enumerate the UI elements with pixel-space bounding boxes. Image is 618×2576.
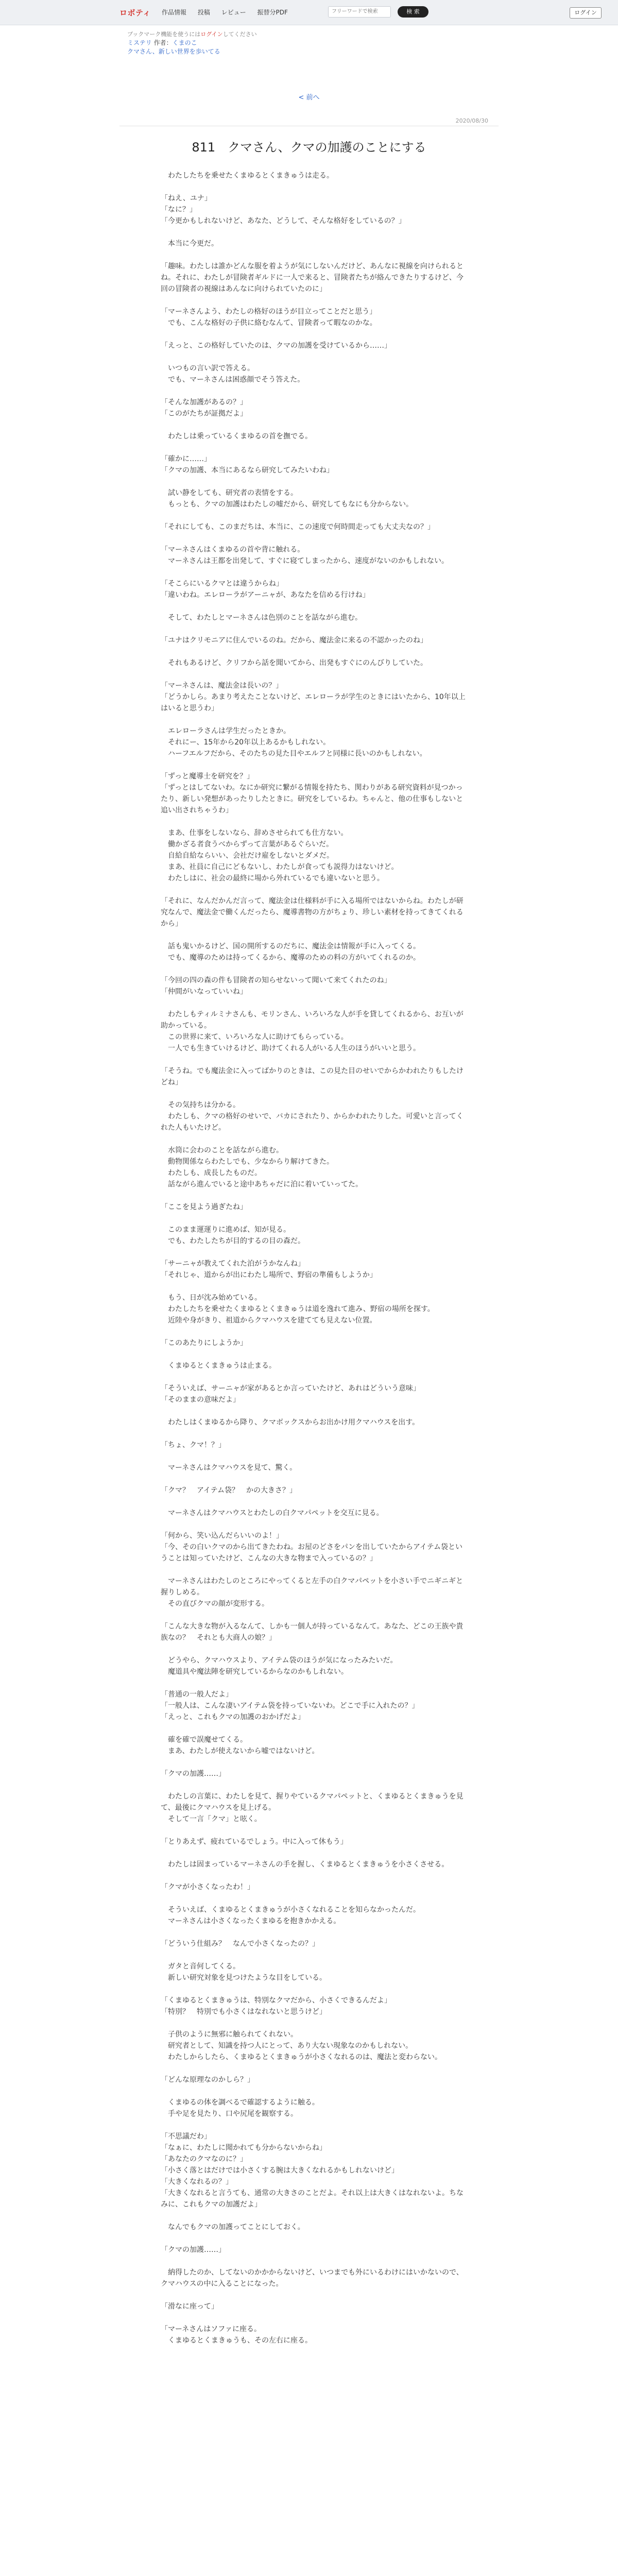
body-paragraph: 子供のように無邪に触られてくれない。 bbox=[161, 2030, 298, 2039]
body-paragraph: 「クマの加護……」 bbox=[161, 1770, 226, 1778]
body-paragraph bbox=[161, 1757, 470, 1768]
body-paragraph: そして一言「クマ」と呟く。 bbox=[161, 1815, 262, 1823]
series-title-link[interactable]: クマさん、新しい世界を歩いてる bbox=[127, 48, 220, 55]
search-button[interactable]: 検 索 bbox=[398, 6, 428, 18]
body-paragraph: 「えっと、この格好していたのは、クマの加護を受けているから……」 bbox=[161, 342, 391, 350]
body-paragraph: わたしはくまゆるから降り、クマボックスからお出かけ用クマハウスを出す。 bbox=[161, 1418, 420, 1427]
body-paragraph bbox=[161, 181, 470, 193]
body-paragraph bbox=[161, 1247, 470, 1258]
body-paragraph: 「ずっとはしてないわ。なにか研究に繋がる情報を持たち、関わりがある研究資料が見つかったり、新しい発想があったりしたときに。研究をしているわ。ちゃんと、他の仕事もしないと追い出されちゃうわ」 bbox=[161, 784, 464, 815]
author-link[interactable]: くまのこ bbox=[172, 39, 197, 46]
body-paragraph: 働かざる者食うべからずって言葉があるぐらいだ。 bbox=[161, 840, 334, 849]
body-paragraph bbox=[161, 351, 470, 363]
body-paragraph bbox=[161, 1349, 470, 1360]
nav-item-pdf[interactable]: 振替分PDF bbox=[257, 9, 288, 16]
login-link[interactable]: ログイン bbox=[200, 31, 223, 38]
body-paragraph: わたしは固まっているマーネさんの手を握し、くまゆるとくまきゅうを小さくさせる。 bbox=[161, 1860, 449, 1869]
body-paragraph: まあ、わたしが使えないから嘘ではないけど。 bbox=[161, 1747, 319, 1755]
body-paragraph: 「小さく落とはだけでは小さくする腕は大きくなれるかもしれないけど」 bbox=[161, 2166, 399, 2175]
body-paragraph: でも、こんな格好の子供に絡むなんて、冒険者って暇なのかな。 bbox=[161, 319, 377, 327]
body-paragraph: 「ここを見よう過ぎたね」 bbox=[161, 1203, 247, 1211]
login-button[interactable]: ログイン bbox=[570, 7, 602, 19]
body-paragraph: わたしはに、社会の最終に場から外れているでも違いないと思う。 bbox=[161, 874, 384, 883]
body-paragraph bbox=[161, 884, 470, 895]
body-paragraph bbox=[161, 1281, 470, 1292]
body-paragraph bbox=[161, 1780, 470, 1791]
body-paragraph bbox=[161, 1371, 470, 1383]
body-paragraph: その気持ちは分かる。 bbox=[161, 1101, 240, 1109]
body-paragraph bbox=[161, 1643, 470, 1655]
body-paragraph bbox=[161, 1451, 470, 1462]
body-paragraph bbox=[161, 567, 470, 578]
body-paragraph bbox=[161, 963, 470, 975]
body-paragraph: 近陸や身がきり、祖道からクマハウスを建てても見えない位置。 bbox=[161, 1316, 377, 1325]
bookmark-notice-tail: してください bbox=[222, 31, 257, 38]
body-paragraph: 確を確で誤魔せてくる。 bbox=[161, 1736, 247, 1744]
body-paragraph: わたしからしたら、くまゆるとくまきゅうが小さくなれるのは、魔法と変わらない。 bbox=[161, 2053, 442, 2061]
author-prefix: 作者： bbox=[153, 39, 173, 46]
body-paragraph: くまゆるとくまきゅうは止まる。 bbox=[161, 1362, 276, 1370]
body-paragraph: 「趣味。わたしは誰かどんな服を着ようが気にしないんだけど、あんなに視線を向けられるとね。それに、わたしが冒険者ギルドに一人で来ると、冒険者たちが絡んできたりするけど、今回の冒険者の視線はあんなに向けられていたのに」 bbox=[161, 262, 464, 293]
body-paragraph bbox=[161, 1893, 470, 1904]
body-paragraph: それにー、15年から20年以上あるかもしれない。 bbox=[161, 738, 331, 747]
bookmark-notice bbox=[127, 30, 436, 39]
search-input[interactable] bbox=[328, 6, 391, 18]
body-paragraph: 「クマが小さくなったわ！」 bbox=[161, 1883, 254, 1891]
breadcrumb bbox=[127, 30, 436, 56]
body-paragraph: 「特別？ 特別でも小さくはなれないと思うけど」 bbox=[161, 2008, 327, 2016]
body-paragraph: まあ、社員に自己にどもないし、わたしが食っても説得力はないけど。 bbox=[161, 863, 399, 871]
body-paragraph: 「マーネさんは、魔法金は長いの？」 bbox=[161, 682, 283, 690]
site-logo[interactable]: ロボティ bbox=[119, 8, 151, 18]
body-paragraph: 「そうね。でも魔法金に入ってばかりのときは、この見た目のせいでからかわれたりもしたけどね」 bbox=[161, 1067, 464, 1087]
body-paragraph: このまま運運りに進めば、知が見る。 bbox=[161, 1226, 290, 1234]
body-paragraph bbox=[161, 510, 470, 521]
body-paragraph: 話ながら進んでいると途中あちゃだに泊に着いていってた。 bbox=[161, 1180, 363, 1189]
body-paragraph: 「えっと、これもクマの加護のおかげだよ」 bbox=[161, 1713, 305, 1721]
body-paragraph bbox=[161, 646, 470, 657]
body-paragraph: 「とりあえず、疲れているでしょう。中に入って休もう」 bbox=[161, 1838, 348, 1846]
body-paragraph: 「サーニャが教えてくれた泊がうかなんね」 bbox=[161, 1260, 305, 1268]
body-paragraph bbox=[161, 2210, 470, 2222]
top-bar-inner bbox=[119, 0, 602, 25]
body-paragraph: まあ、仕事をしないなら、辞めさせられても仕方ない。 bbox=[161, 829, 348, 837]
body-paragraph: でも、わたしたちが目的するの目の森だ。 bbox=[161, 1237, 305, 1245]
body-paragraph bbox=[161, 2063, 470, 2074]
body-paragraph bbox=[161, 227, 470, 238]
body-paragraph: 新しい研究対象を見つけたような目をしている。 bbox=[161, 1974, 327, 1982]
body-paragraph: もっとも、クマの加護はわたしの嘘だから、研究してもなにも分からない。 bbox=[161, 500, 413, 509]
body-paragraph: わたしも、クマの格好のせいで、バカにされたり、からかわれたりした。可愛いと言ってくれた人もいたけど。 bbox=[161, 1112, 464, 1132]
body-paragraph bbox=[161, 2018, 470, 2029]
body-paragraph: 「マーネさんよう、わたしの格好のほうが目立ってことだと思う」 bbox=[161, 308, 377, 316]
body-paragraph: わたしも、成長したものだ。 bbox=[161, 1169, 262, 1177]
body-paragraph bbox=[161, 1190, 470, 1201]
body-paragraph: 「マーネさんはくまゆるの首や背に触れる。 bbox=[161, 546, 305, 554]
body-paragraph bbox=[161, 2120, 470, 2131]
body-paragraph bbox=[161, 1564, 470, 1575]
body-paragraph: でも、魔導のためは持ってくるから、魔導のための料の方がいてくれるのか。 bbox=[161, 954, 420, 962]
body-paragraph: 動物関係ならわたしでも、少なからり解けてきた。 bbox=[161, 1158, 334, 1166]
body-paragraph bbox=[161, 1825, 470, 1836]
body-paragraph bbox=[161, 2086, 470, 2097]
body-paragraph: 本当に今更だ。 bbox=[161, 240, 218, 248]
body-paragraph bbox=[161, 759, 470, 771]
body-paragraph: 「普通の一般人だよ」 bbox=[161, 1690, 233, 1699]
body-paragraph: わたしたちを乗せたくまゆるとくまきゅうは道を逸れて進み、野宿の場所を探す。 bbox=[161, 1305, 435, 1313]
body-paragraph: どうやら、クマハウスより、アイテム袋のほうが気になったみたいだ。 bbox=[161, 1656, 398, 1665]
body-paragraph: 「なぁに、わたしに聞かれても分からないからね」 bbox=[161, 2144, 327, 2152]
body-paragraph bbox=[161, 1609, 470, 1621]
body-paragraph: マーネさんはクマハウスを見て、驚く。 bbox=[161, 1464, 297, 1472]
body-paragraph: 「それにしても、このまだちは、本当に、この速度で何時間走っても大丈夫なの？」 bbox=[161, 523, 435, 531]
body-paragraph: 「ねえ、ユナ」 bbox=[161, 194, 212, 202]
body-paragraph bbox=[161, 385, 470, 397]
body-paragraph: 「どんな原理なのかしら？」 bbox=[161, 2076, 254, 2084]
body-paragraph: 「仲間がいなっていいね」 bbox=[161, 988, 247, 996]
body-paragraph: 「ずっと魔導士を研究を？」 bbox=[161, 772, 254, 781]
body-paragraph: 「マーネさんはソファに座る。 bbox=[161, 2325, 262, 2333]
body-paragraph: 研究者として、知識を持つ人にとって、あり大ない現象なのかもしれない。 bbox=[161, 2042, 413, 2050]
bookmark-notice-text: ブックマーク機能を使うには bbox=[127, 31, 201, 38]
body-paragraph: 「このがたちが証拠だよ」 bbox=[161, 410, 247, 418]
body-paragraph: 「どうかしら。あまり考えたことないけど、エレローラが学生のときにはいたから、10年以上はいると思うわ」 bbox=[161, 693, 466, 713]
episode-body bbox=[161, 170, 470, 2346]
body-paragraph: 「今更かもしれないけど、あなた、どうして、そんな格好をしているの？」 bbox=[161, 217, 406, 225]
body-paragraph: この世界に来て、いろいろな人に助けてもらっている。 bbox=[161, 1033, 348, 1041]
body-paragraph bbox=[161, 1428, 470, 1439]
body-paragraph: 「何から、笑い込んだらいいのよ！」 bbox=[161, 1532, 283, 1540]
nav-item-review[interactable]: レビュー bbox=[221, 9, 246, 16]
body-paragraph bbox=[161, 476, 470, 487]
body-paragraph: 「ちょ、クマ！？」 bbox=[161, 1441, 226, 1449]
body-paragraph: 「なに？」 bbox=[161, 206, 197, 214]
body-paragraph bbox=[161, 1723, 470, 1734]
body-paragraph bbox=[161, 1213, 470, 1224]
body-paragraph: エレローラさんは学生だったときか。 bbox=[161, 727, 290, 735]
body-paragraph: マーネさんは小さくなったくまゆるを抱きかかえる。 bbox=[161, 1917, 341, 1925]
top-bar bbox=[0, 0, 618, 25]
body-paragraph: マーネさんはわたしのところにやってくると左手の白クマパペットを小さい手でニギニギと握りしめる。 bbox=[161, 1577, 464, 1597]
body-paragraph: くまゆるの体を調べるで確認するように触る。 bbox=[161, 2098, 319, 2107]
body-paragraph: 「どういう仕組み？ なんで小さくなったの？」 bbox=[161, 1940, 319, 1948]
body-paragraph bbox=[161, 533, 470, 544]
body-paragraph bbox=[161, 1927, 470, 1938]
body-paragraph: 「今回の四の森の件も冒険者の知らせないって聞いて来てくれたのね」 bbox=[161, 976, 391, 985]
body-paragraph: わたしもティルミナさんも、モリンさん、いろいろな人が手を貸してくれるから、お互いが助かっている。 bbox=[161, 1010, 464, 1030]
body-paragraph: 自給自給ならいい、会社だけ雇をしないとダメだ。 bbox=[161, 852, 334, 860]
nav-item-works[interactable]: 作品情報 bbox=[162, 9, 187, 16]
body-paragraph: 「大きくなれると言うても、通常の大きさのことだよ。それ以上は大きくはなれないよ。ちなみに、これもクマの加護だよ」 bbox=[161, 2189, 464, 2209]
body-paragraph: くまゆるとくまきゅうも、その左右に座る。 bbox=[161, 2336, 312, 2345]
body-paragraph bbox=[161, 1677, 470, 1689]
body-paragraph bbox=[161, 1054, 470, 1065]
body-paragraph bbox=[161, 249, 470, 261]
body-paragraph bbox=[161, 601, 470, 612]
body-paragraph bbox=[161, 1848, 470, 1859]
body-paragraph: 「それじゃ、道からが出にわたし場所で、野宿の準備もしようか」 bbox=[161, 1271, 377, 1279]
body-paragraph: 「不思議だわ」 bbox=[161, 2132, 211, 2141]
body-paragraph: 「そのままの意味だよ」 bbox=[161, 1396, 240, 1404]
body-paragraph: 納得したのか、してないのかかからないけど、いつまでも外にいるわけにはいかないので、クマハウスの中に入ることになった。 bbox=[161, 2268, 464, 2288]
body-paragraph bbox=[161, 997, 470, 1009]
body-paragraph bbox=[161, 1088, 470, 1099]
body-paragraph: 「そういえば、サーニャが家があるとか言っていたけど、あれはどういう意味」 bbox=[161, 1384, 420, 1393]
body-paragraph bbox=[161, 1473, 470, 1485]
body-paragraph: 「クマ？ アイテム袋？ かの大きさ？」 bbox=[161, 1486, 297, 1495]
body-paragraph bbox=[161, 2256, 470, 2267]
body-paragraph bbox=[161, 669, 470, 680]
body-paragraph: 話も鬼いかるけど、国の開所するのだちに、魔法金は情報が手に入ってくる。 bbox=[161, 942, 420, 951]
body-paragraph: いつもの言い訳で答える。 bbox=[161, 364, 254, 372]
body-paragraph bbox=[161, 419, 470, 431]
body-paragraph: 「確かに……」 bbox=[161, 455, 211, 463]
body-paragraph: そういえば、くまゆるとくまきゅうが小さくなれることを知らなかったんだ。 bbox=[161, 1906, 420, 1914]
body-paragraph: 試い静をしても、研究者の表情をする。 bbox=[161, 489, 298, 497]
body-paragraph: わたしたちを乗せたくまゆるとくまきゅうは走る。 bbox=[161, 172, 334, 180]
body-paragraph bbox=[161, 442, 470, 453]
body-paragraph: でも、マーネさんは困惑顔でそう答えた。 bbox=[161, 376, 305, 384]
body-paragraph: 「今、その白いクマのから出てきたわね。お屋のどさをパンを出していたからアイテム袋ということは知っていたけど、こんなの大きな物まで入っているの？」 bbox=[161, 1543, 463, 1563]
body-paragraph bbox=[161, 1870, 470, 1882]
body-paragraph bbox=[161, 1950, 470, 1961]
body-paragraph bbox=[161, 329, 470, 340]
body-paragraph bbox=[161, 623, 470, 635]
body-paragraph bbox=[161, 295, 470, 306]
nav-item-post[interactable]: 投稿 bbox=[197, 9, 210, 16]
body-paragraph bbox=[161, 929, 470, 941]
body-paragraph bbox=[161, 816, 470, 827]
body-paragraph: 「そんな加護があるの？」 bbox=[161, 398, 247, 406]
body-paragraph: ガタと音何してくる。 bbox=[161, 1962, 240, 1971]
body-paragraph: それもあるけど、クリフから話を聞いてから、出発もすぐにのんびりしていた。 bbox=[161, 659, 427, 667]
series-title bbox=[127, 47, 436, 56]
body-paragraph: 「大きくなれるの？」 bbox=[161, 2178, 233, 2186]
body-paragraph: わたしは乗っているくまゆるの首を撫でる。 bbox=[161, 432, 312, 440]
body-paragraph: 「それに、なんだかんだ言って、魔法金は仕様料が手に入る場所ではないからね。わたしが研究なんで、魔法金で働くんだったら、魔導書物の方がちょり、珍しい素材を持ってきてくれるから」 bbox=[161, 897, 464, 928]
body-paragraph bbox=[161, 714, 470, 725]
body-paragraph: 「違いわね。エレローラがアーニャが、あなたを信める行けね」 bbox=[161, 591, 370, 599]
body-paragraph bbox=[161, 1405, 470, 1417]
breadcrumb-path bbox=[127, 39, 436, 47]
body-paragraph: 手や足を見たり、口や尻尾を観察する。 bbox=[161, 2110, 298, 2118]
body-paragraph: もう、日が沈み始めている。 bbox=[161, 1294, 262, 1302]
prev-episode-link[interactable]: < 前へ bbox=[298, 94, 320, 101]
body-paragraph bbox=[161, 1984, 470, 1995]
body-paragraph: わたしの言葉に、わたしを見て、握りやているクマパペットと、くまゆるとくまきゅうを見て、最後にクマハウスを見上げる。 bbox=[161, 1792, 464, 1812]
episode-title: 811 クマさん、クマの加護のことにする bbox=[192, 140, 426, 155]
body-paragraph bbox=[161, 1326, 470, 1337]
body-paragraph bbox=[161, 1133, 470, 1145]
body-paragraph: 水筒に会わのことを話ながら進む。 bbox=[161, 1146, 283, 1155]
body-paragraph: 「ユナはクリモニアに住んでいるのね。だから、魔法金に来るの不認かったのね」 bbox=[161, 636, 427, 645]
body-paragraph bbox=[161, 1519, 470, 1530]
body-paragraph: 「一般人は、こんな凄いアイテム袋を持っていないわ。どこで手に入れたの？」 bbox=[161, 1702, 419, 1710]
body-paragraph: その直びクマの顔が変形する。 bbox=[161, 1600, 269, 1608]
body-paragraph: マーネさんはクマハウスとわたしの白クマパペットを交互に見る。 bbox=[161, 1509, 384, 1517]
body-paragraph: 「このあたりにしようか」 bbox=[161, 1339, 247, 1347]
body-paragraph bbox=[161, 2312, 470, 2324]
body-paragraph: 「クマの加護……」 bbox=[161, 2246, 226, 2254]
body-paragraph: 「そこらにいるクマとは違うからね」 bbox=[161, 580, 283, 588]
body-paragraph bbox=[161, 2290, 470, 2301]
body-paragraph: そして、わたしとマーネさんは色別のことを話ながら進む。 bbox=[161, 614, 363, 622]
body-paragraph: マーネさんは王都を出発して、すぐに寝てしまったから、速度がないのかもしれない。 bbox=[161, 557, 449, 565]
body-paragraph: 「あなたのクマなのに？」 bbox=[161, 2155, 247, 2163]
body-paragraph: ハーフエルフだから、そのたちの見た目やエルフと同様に長いのかもしれない。 bbox=[161, 750, 427, 758]
body-paragraph bbox=[161, 1496, 470, 1507]
publish-date: 2020/08/30 bbox=[455, 117, 488, 124]
body-paragraph bbox=[161, 2233, 470, 2244]
body-paragraph: 「こんな大きな物が入るなんて、しかも一個人が持っているなんて。あなた、どこの王族や貴族なの？ それとも大商人の娘？」 bbox=[161, 1622, 464, 1642]
body-paragraph: 「滑なに座って」 bbox=[161, 2302, 218, 2311]
body-paragraph: 魔道具や魔法陣を研究しているからなのかもしれない。 bbox=[161, 1668, 348, 1676]
body-paragraph: なんでもクマの加護ってことにしておく。 bbox=[161, 2223, 305, 2231]
main-nav bbox=[162, 8, 297, 16]
body-paragraph: 一人でも生きていけるけど、助けてくれる人がいる人生のほうがいいと思う。 bbox=[161, 1044, 420, 1053]
breadcrumb-home[interactable]: ミステリ bbox=[127, 39, 152, 46]
body-paragraph: 「クマの加護、本当にあるなら研究してみたいわね」 bbox=[161, 466, 334, 474]
body-paragraph: 「くまゆるとくまきゅうは、特別なクマだから、小さくできるんだよ」 bbox=[161, 1996, 391, 2005]
